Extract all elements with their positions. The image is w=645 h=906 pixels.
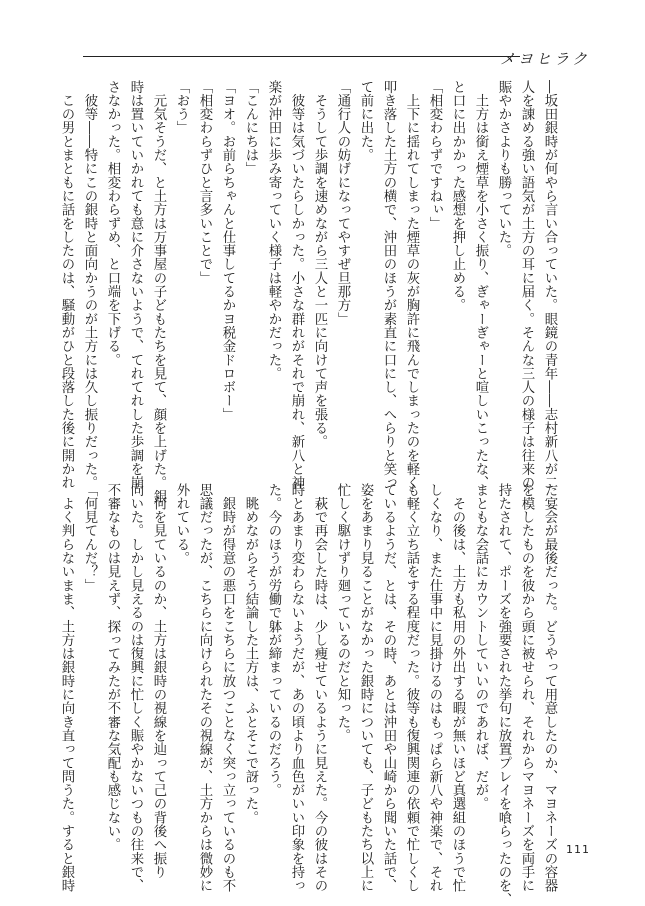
text-line: 楽が沖田に歩み寄っていく様子は軽やかだった。 — [266, 80, 281, 381]
text-line: 「相変わらずひと言多いことで」 — [197, 80, 212, 285]
text-line: その後は、土方も私用の外出する暇が無いほど真選組のほうで忙 — [450, 483, 465, 893]
text-line: さなかった。相変わらずめ、と口端を下げる。 — [105, 80, 120, 367]
text-line: 何を見ているのか、土方は銀時の視線を辿って己の背後へ振り — [151, 483, 166, 879]
text-line: 彼等――特にこの銀時と面向かうのが土方には久し振りだった。 — [82, 80, 97, 490]
page-number: 111 — [566, 843, 590, 856]
text-line: た宴会が最後だった。どうやって用意したのか、マヨネーズの容器 — [542, 483, 557, 893]
text-line: しくなり、また仕事中に見掛けるのはもっぱら新八や神楽で、それ — [427, 483, 442, 893]
text-line: そうして歩調を速めながら三人と一匹に向けて声を張る。 — [312, 80, 327, 449]
text-line: と口に出かかった感想を押し止める。 — [450, 80, 465, 313]
text-line: 彼等は気づいたらしかった。小さな群れがそれで崩れ、新八と神 — [289, 80, 304, 490]
header-rule — [83, 56, 520, 57]
text-line: 「ヨオ。お前らちゃんと仕事してるかヨ税金ドロボー」 — [220, 80, 235, 422]
text-line: て前に出た。 — [358, 80, 373, 162]
text-line: 時とあまり変わらないようだが、あの頃より血色がいい印象を持っ — [289, 483, 304, 893]
text-line: 思議だったが、こちらに向けられたその視線が、土方からは微妙に — [197, 483, 212, 893]
text-line: 銀時が得意の悪口をこちらに放つことなく突っ立っているのも不 — [220, 483, 235, 893]
text-line: 外れている。 — [174, 483, 189, 565]
text-line: を模したものを彼から頭に被せられ、それからマヨネーズを両手に — [519, 483, 534, 893]
text-line: 元気そうだ、と土方は万事屋の子どもたちを見て、顔を上げた。銀 — [151, 80, 166, 504]
text-line: 人を諌める強い語気が土方の耳に届く。そんな三人の様子は往来の — [519, 80, 534, 490]
text-line: 時は置いていかれても意に介さないようで、てれてれした歩調を崩 — [128, 80, 143, 490]
text-line: ―坂田銀時が何やら言い合っていた。眼鏡の青年――志村新八が二 — [542, 80, 557, 490]
text-line: この男とまともに話をしたのは、騒動がひと段落した後に開かれ — [59, 80, 74, 490]
running-header-title: メヨヒラク — [499, 50, 590, 68]
text-line: 姿をあまり見ることがなかった銀時についても、子どもたち以上に — [358, 483, 373, 893]
text-line: 賑やかさよりも勝っていた。 — [496, 80, 511, 258]
text-line: 上下に揺れてしまった煙草の灰が胸許に飛んでしまったのを軽く — [404, 80, 419, 490]
text-line: 持たされて、ポーズを強要された挙句に放置プレイを喰らったのを、 — [496, 483, 511, 906]
text-line: まともな会話にカウントしていいのであれば、だが。 — [473, 483, 488, 811]
text-line: 不審なものは見えず、探ってみたが不審な気配も感じない。 — [105, 483, 120, 852]
text-line: も軽く立ち話をする程度だった。彼等も復興関連の依頼で忙しくし — [404, 483, 419, 893]
text-line: 萩で再会した時は、少し痩せているように見えた。今の彼はその — [312, 483, 327, 893]
text-line: 「通行人の妨げになってやすぜ旦那方」 — [335, 80, 350, 326]
text-line: よく判らないまま、土方は銀時に向き直って問うた。すると銀時 — [59, 483, 74, 893]
text-line: 「何見てんだ？」 — [82, 483, 97, 593]
text-line: 忙しく駆けずり廻っているのだと知った。 — [335, 483, 350, 743]
text-line: 「相変わらずですねぃ」 — [427, 80, 442, 231]
text-line: 土方は銜え煙草を小さく振り、ぎゃーぎゃーと喧しいこったな、 — [473, 80, 488, 490]
text-line: た。今のほうが労働で躰が締まっているのだろう。 — [266, 483, 281, 797]
text-line: 叩き落した土方の横で、沖田のほうが素直に口にし、へらりと笑っ — [381, 80, 396, 490]
text-line: 眺めながらそう結論した土方は、ふとそこで訝った。 — [243, 483, 258, 825]
lower-text-block — [59, 483, 561, 906]
text-line: 向いた。しかし見えるのは復興に忙しく賑やかないつもの往来で、 — [128, 483, 143, 893]
text-line: 「こんにちは」 — [243, 80, 258, 176]
text-line: ているようだ、とは、その時、あとは沖田や山崎から聞いた話で、 — [381, 483, 396, 893]
upper-text-block — [59, 80, 561, 504]
text-line: 「おう」 — [174, 80, 189, 135]
